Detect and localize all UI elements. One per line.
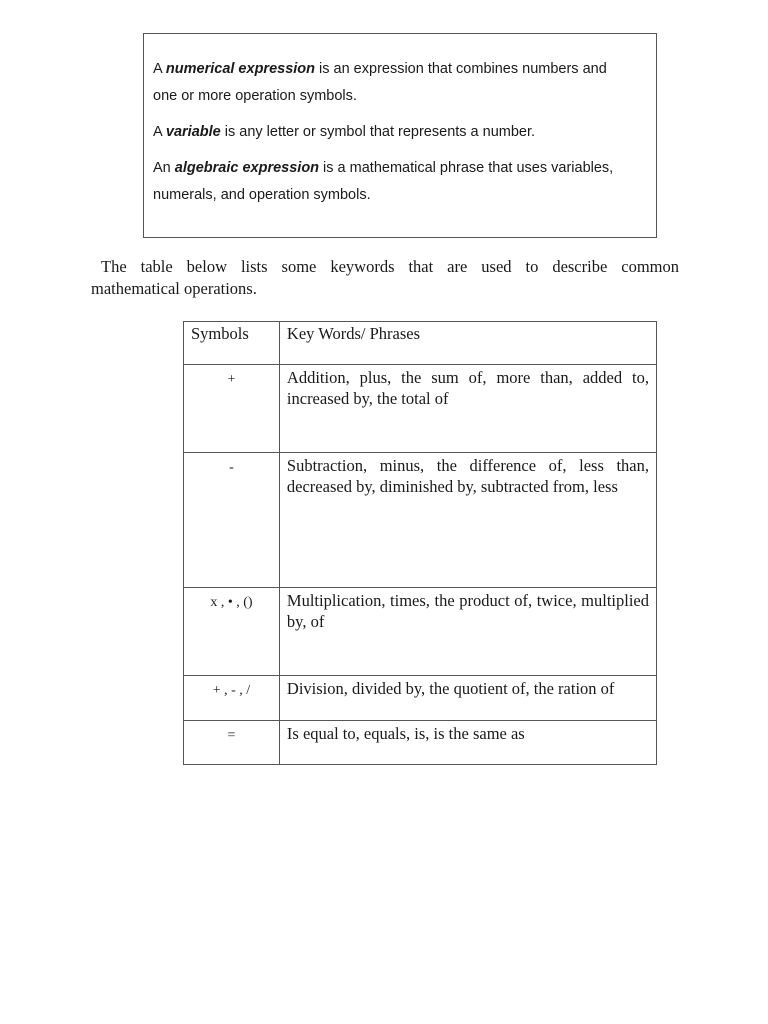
definitions-box bbox=[143, 33, 657, 238]
definition-prefix: A bbox=[153, 61, 166, 77]
table-row bbox=[184, 588, 657, 676]
definition-text: one or more operation symbols. bbox=[153, 88, 357, 104]
table-row bbox=[184, 453, 657, 588]
symbol-cell: = bbox=[184, 721, 280, 765]
table-row bbox=[184, 721, 657, 765]
symbol-cell: + , - , / bbox=[184, 676, 280, 721]
definition-term: numerical expression bbox=[165, 61, 315, 77]
definition-text: is any letter or symbol that represents a number. bbox=[220, 124, 536, 140]
definition-text: is an expression that combines numbers and bbox=[315, 61, 607, 77]
symbol-cell: - bbox=[184, 453, 280, 588]
phrases-cell: Addition, plus, the sum of, more than, added to, increased by, the total of bbox=[279, 365, 656, 453]
definition-numerical-expression bbox=[153, 56, 646, 110]
table-row bbox=[184, 365, 657, 453]
phrases-cell: Subtraction, minus, the difference of, less than, decreased by, diminished by, subtracted from, less bbox=[279, 453, 656, 588]
definition-term: algebraic expression bbox=[174, 160, 320, 176]
intro-line-2: mathematical operations. bbox=[91, 279, 257, 298]
symbol-cell: x , • , () bbox=[184, 588, 280, 676]
definition-term: variable bbox=[165, 124, 221, 140]
table-row bbox=[184, 676, 657, 721]
phrases-cell: Is equal to, equals, is, is the same as bbox=[279, 721, 656, 765]
definition-text: numerals, and operation symbols. bbox=[153, 187, 371, 203]
definition-prefix: An bbox=[153, 160, 175, 176]
definition-algebraic-expression bbox=[153, 155, 646, 209]
symbol-cell: + bbox=[184, 365, 280, 453]
header-symbols: Symbols bbox=[184, 322, 280, 365]
definition-prefix: A bbox=[153, 124, 166, 140]
definition-variable bbox=[153, 119, 646, 146]
header-key-words: Key Words/ Phrases bbox=[279, 322, 656, 365]
table-header-row bbox=[184, 322, 657, 365]
phrases-cell: Division, divided by, the quotient of, the ration of bbox=[279, 676, 656, 721]
keywords-table bbox=[183, 321, 657, 765]
intro-paragraph bbox=[91, 256, 679, 300]
phrases-cell: Multiplication, times, the product of, twice, multiplied by, of bbox=[279, 588, 656, 676]
definition-text: is a mathematical phrase that uses variables, bbox=[319, 160, 614, 176]
intro-line-1: The table below lists some keywords that are used to describe common bbox=[101, 257, 679, 276]
